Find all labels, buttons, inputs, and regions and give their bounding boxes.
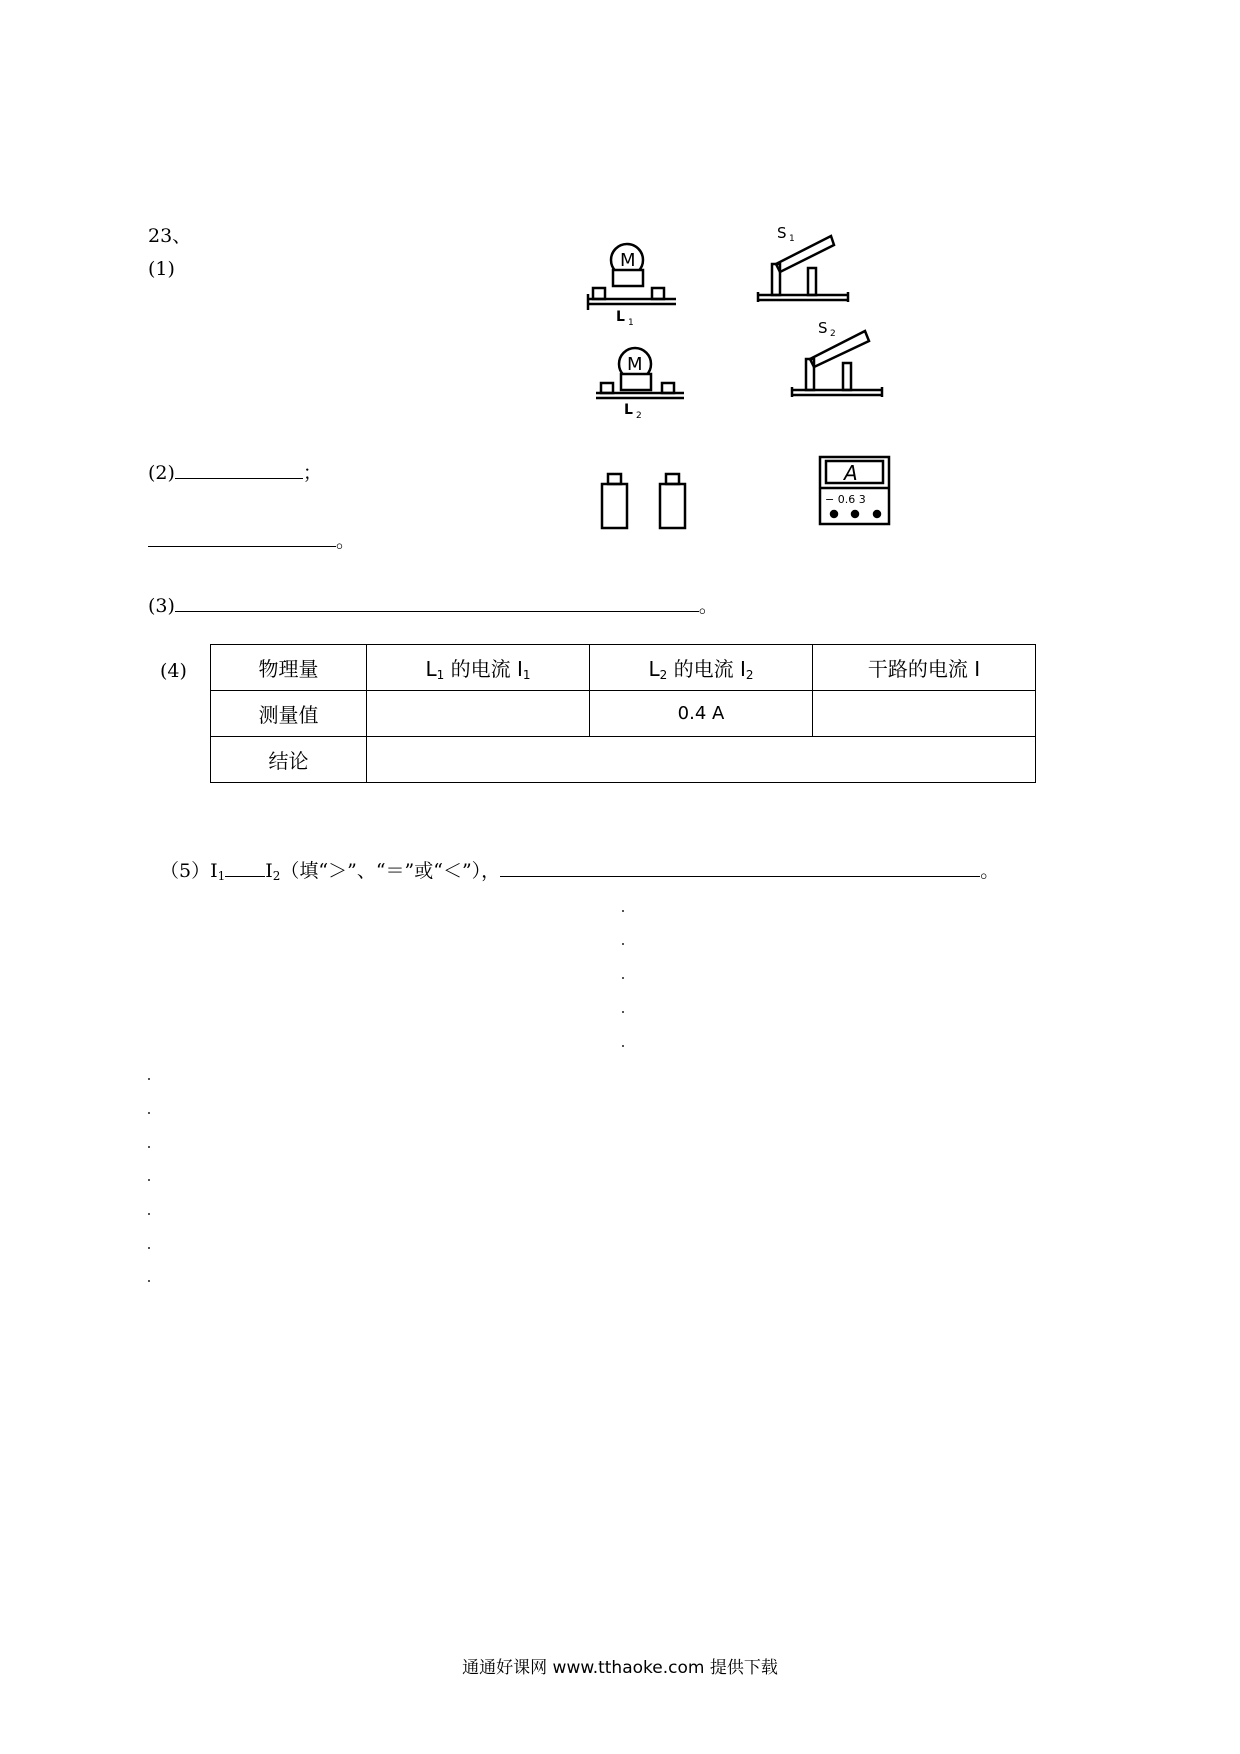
svg-text:1: 1 bbox=[628, 318, 634, 328]
svg-text:L: L bbox=[624, 402, 633, 418]
circuit-components-figure bbox=[580, 220, 920, 540]
table-header-row bbox=[211, 645, 1036, 691]
part3-blank[interactable] bbox=[175, 593, 699, 612]
scan-dot bbox=[148, 1247, 150, 1249]
part2-label: (2) bbox=[148, 462, 175, 484]
svg-text:S: S bbox=[818, 319, 828, 337]
svg-text:A: A bbox=[844, 461, 858, 485]
part1-label: (1) bbox=[148, 258, 175, 280]
svg-text:− 0.6 3: − 0.6 3 bbox=[825, 493, 866, 506]
header-l1-current: $L_1$ 的电流 $I_1$ bbox=[367, 645, 590, 691]
part5-line: $(5)I_1$ $I_2$（填“＞”、“＝”或“＜”）， 。 bbox=[160, 860, 1000, 883]
part2-blank2[interactable] bbox=[148, 528, 336, 547]
part4-label: (4) bbox=[160, 660, 187, 682]
scan-dot bbox=[622, 1045, 624, 1047]
battery-icon bbox=[602, 474, 627, 528]
scan-dot bbox=[148, 1078, 150, 1080]
header-quantity: 物理量 bbox=[211, 645, 367, 691]
part2-separator: ； bbox=[302, 462, 322, 484]
scan-dot bbox=[148, 1112, 150, 1114]
svg-text:1: 1 bbox=[789, 234, 795, 244]
lamp-l1-icon bbox=[588, 244, 676, 328]
scan-dot bbox=[622, 910, 624, 912]
switch-s2-icon bbox=[792, 319, 882, 397]
part5-reason-blank[interactable] bbox=[500, 858, 980, 877]
svg-text:M: M bbox=[620, 250, 636, 271]
part5-end: 。 bbox=[980, 860, 1000, 882]
question-number: 23、 bbox=[148, 225, 192, 247]
svg-text:M: M bbox=[627, 354, 643, 375]
svg-text:2: 2 bbox=[636, 411, 642, 421]
ammeter-icon bbox=[820, 457, 889, 524]
table-row bbox=[211, 691, 1036, 737]
part2-end: 。 bbox=[336, 530, 356, 552]
lamp-l2-icon bbox=[596, 348, 684, 421]
svg-text:2: 2 bbox=[830, 329, 836, 339]
part3-label: (3) bbox=[148, 595, 175, 617]
measure-i2-cell: 0.4 A bbox=[590, 691, 813, 737]
scan-dot bbox=[148, 1146, 150, 1148]
part5-compare-blank[interactable] bbox=[225, 858, 265, 877]
scan-dot bbox=[148, 1213, 150, 1215]
answer-table bbox=[210, 644, 1036, 783]
header-main-current: 干路的电流 I bbox=[813, 645, 1036, 691]
svg-text:L: L bbox=[616, 309, 625, 325]
measure-i-cell[interactable] bbox=[813, 691, 1036, 737]
conclusion-cell[interactable] bbox=[367, 737, 1036, 783]
scan-dot bbox=[148, 1179, 150, 1181]
part2-line1 bbox=[148, 460, 322, 484]
switch-s1-icon bbox=[758, 224, 848, 302]
scan-dot bbox=[622, 1011, 624, 1013]
part3-end: 。 bbox=[698, 595, 718, 617]
table-row bbox=[211, 737, 1036, 783]
scan-dot bbox=[148, 1280, 150, 1282]
battery-icon bbox=[660, 474, 685, 528]
part5-hint: （填“＞”、“＝”或“＜”）， bbox=[280, 860, 501, 882]
part2-blank1[interactable] bbox=[175, 460, 303, 479]
part2-line2 bbox=[148, 528, 355, 552]
part3-line bbox=[148, 593, 718, 617]
svg-text:S: S bbox=[777, 224, 787, 242]
page-footer: 通通好课网 www.tthaoke.com 提供下载 bbox=[462, 1658, 778, 1678]
scan-dot bbox=[622, 977, 624, 979]
conclusion-label: 结论 bbox=[211, 737, 367, 783]
scan-dot bbox=[622, 943, 624, 945]
header-l2-current: $L_2$ 的电流 $I_2$ bbox=[590, 645, 813, 691]
part5-label: （5） bbox=[160, 860, 211, 882]
measure-label: 测量值 bbox=[211, 691, 367, 737]
measure-i1-cell[interactable] bbox=[367, 691, 590, 737]
